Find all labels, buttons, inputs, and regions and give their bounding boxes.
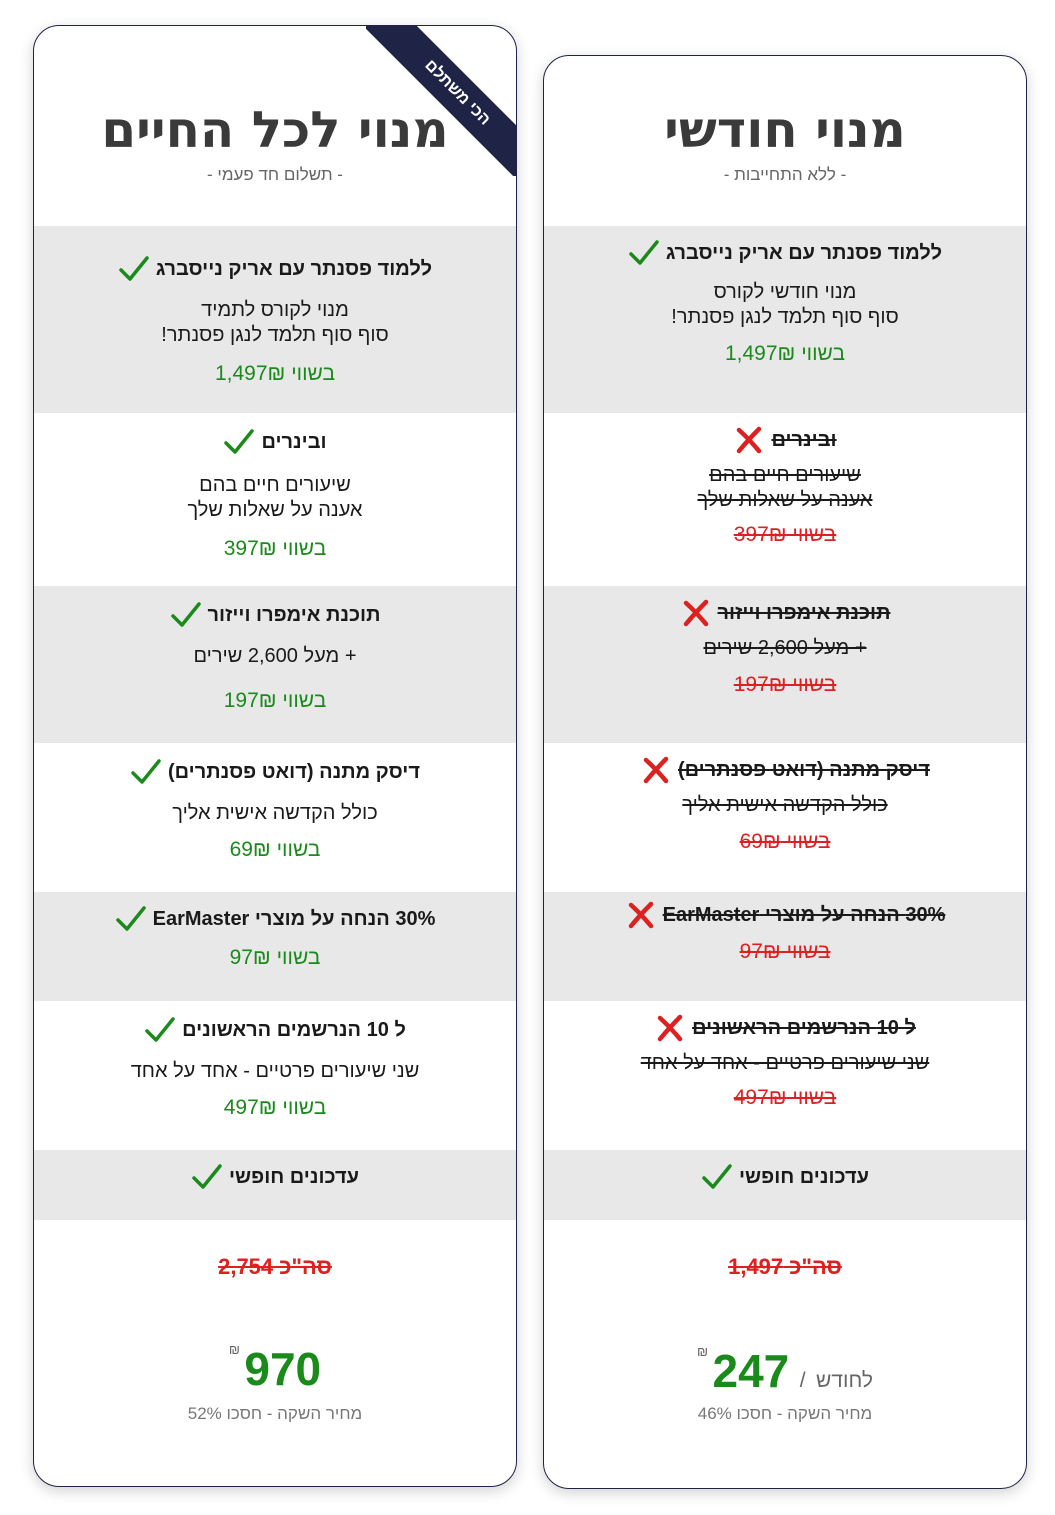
plan-title: מנוי חודשי [664, 101, 906, 159]
check-icon [223, 427, 255, 457]
feature-row [34, 1001, 516, 1150]
plan-price [34, 1342, 516, 1396]
feature-row [34, 1150, 516, 1220]
total-old-price: סה"כ 2,754 [218, 1254, 332, 1279]
feature-title: ללמוד פסנתר עם אריק נייסברג [118, 254, 432, 284]
feature-title: ללמוד פסנתר עם אריק נייסברג [628, 238, 942, 268]
feature-title: דיסק מתנה (דואט פסנתרים) [640, 755, 930, 785]
feature-title: 30% הנחה על מוצרי EarMaster [625, 900, 946, 930]
launch-note: מחיר השקה - חסכו 46% [697, 1404, 873, 1423]
check-icon [701, 1162, 733, 1192]
feature-desc: + מעל 2,600 שירים [703, 637, 867, 659]
feature-title: ל 10 הנרשמים הראשונים [144, 1015, 406, 1045]
currency-symbol: ₪ [228, 1342, 240, 1357]
plan-price [544, 1344, 1026, 1398]
plan-header [544, 56, 1026, 226]
feature-row [544, 226, 1026, 413]
feature-row [34, 892, 516, 1001]
feature-desc: שני שיעורים פרטיים - אחד על אחד [640, 1052, 930, 1074]
feature-price: בשווי 397₪ [733, 523, 837, 546]
feature-price: בשווי 197₪ [733, 673, 837, 696]
feature-title: דיסק מתנה (דואט פסנתרים) [130, 757, 420, 787]
feature-row [544, 1150, 1026, 1220]
feature-desc: מנוי חודשי לקורס [713, 281, 857, 303]
price-amount: 970 [244, 1343, 322, 1395]
feature-title: תוכנת אימפרו וייזור [680, 598, 891, 628]
check-icon [628, 238, 660, 268]
feature-price: בשווי 97₪ [739, 940, 831, 963]
feature-row [544, 743, 1026, 892]
currency-symbol: ₪ [697, 1344, 709, 1359]
feature-title: ובינרים [223, 427, 326, 457]
feature-row [34, 743, 516, 892]
feature-row [34, 413, 516, 586]
total-old-price: סה"כ 1,497 [728, 1254, 842, 1279]
feature-price: בשווי 69₪ [739, 830, 831, 853]
feature-row [34, 586, 516, 743]
ribbon-label: הכי משתלם [366, 26, 516, 176]
feature-row [544, 1001, 1026, 1150]
price-period: לחודש [816, 1369, 873, 1392]
check-icon [144, 1015, 176, 1045]
best-value-ribbon [366, 26, 516, 176]
feature-title: עדכונים חופשי [701, 1162, 869, 1192]
plan-subtitle: - תשלום חד פעמי - [207, 165, 343, 184]
feature-title: ל 10 הנרשמים הראשונים [654, 1013, 916, 1043]
plan-header [34, 26, 516, 226]
feature-desc: מנוי לקורס לתמיד [201, 299, 349, 321]
feature-row [34, 226, 516, 413]
feature-price: בשווי 97₪ [229, 946, 321, 969]
feature-price: בשווי 497₪ [223, 1096, 327, 1119]
feature-price: בשווי 1,497₪ [724, 342, 846, 365]
plan-subtitle: - ללא התחייבות - [723, 165, 847, 184]
feature-row [544, 586, 1026, 743]
feature-desc: כולל הקדשה אישית אליך [172, 802, 378, 824]
check-icon [118, 254, 150, 284]
feature-title: תוכנת אימפרו וייזור [170, 600, 381, 630]
feature-title: ובינרים [733, 425, 836, 455]
feature-desc: סוף סוף תלמד לנגן פסנתר! [671, 306, 899, 328]
cross-icon [654, 1013, 686, 1043]
check-icon [130, 757, 162, 787]
monthly-plan-card [543, 55, 1027, 1489]
cross-icon [733, 425, 765, 455]
feature-desc: סוף סוף תלמד לנגן פסנתר! [161, 324, 389, 346]
feature-row [544, 892, 1026, 1001]
feature-price: בשווי 197₪ [223, 689, 327, 712]
feature-desc: + מעל 2,600 שירים [193, 645, 357, 667]
check-icon [170, 600, 202, 630]
price-separator: / [799, 1369, 806, 1392]
feature-row [544, 413, 1026, 586]
feature-desc: שיעורים חיים בהם [199, 474, 351, 496]
feature-desc: כולל הקדשה אישית אליך [682, 794, 888, 816]
check-icon [191, 1162, 223, 1192]
feature-title: עדכונים חופשי [191, 1162, 359, 1192]
launch-note: מחיר השקה - חסכו 52% [187, 1404, 363, 1423]
plan-title: מנוי לכל החיים [101, 101, 449, 159]
feature-desc: שיעורים חיים בהם [709, 464, 861, 486]
cross-icon [680, 598, 712, 628]
lifetime-plan-card [33, 25, 517, 1487]
cross-icon [625, 900, 657, 930]
feature-desc: אענה על שאלות שלך [697, 489, 873, 511]
feature-price: בשווי 1,497₪ [214, 362, 336, 385]
feature-price: בשווי 497₪ [733, 1086, 837, 1109]
feature-title: 30% הנחה על מוצרי EarMaster [115, 904, 436, 934]
feature-price: בשווי 69₪ [229, 838, 321, 861]
check-icon [115, 904, 147, 934]
price-amount: 247 [712, 1345, 790, 1397]
feature-price: בשווי 397₪ [223, 537, 327, 560]
feature-desc: אענה על שאלות שלך [187, 499, 363, 521]
cross-icon [640, 755, 672, 785]
feature-desc: שני שיעורים פרטיים - אחד על אחד [130, 1060, 420, 1082]
